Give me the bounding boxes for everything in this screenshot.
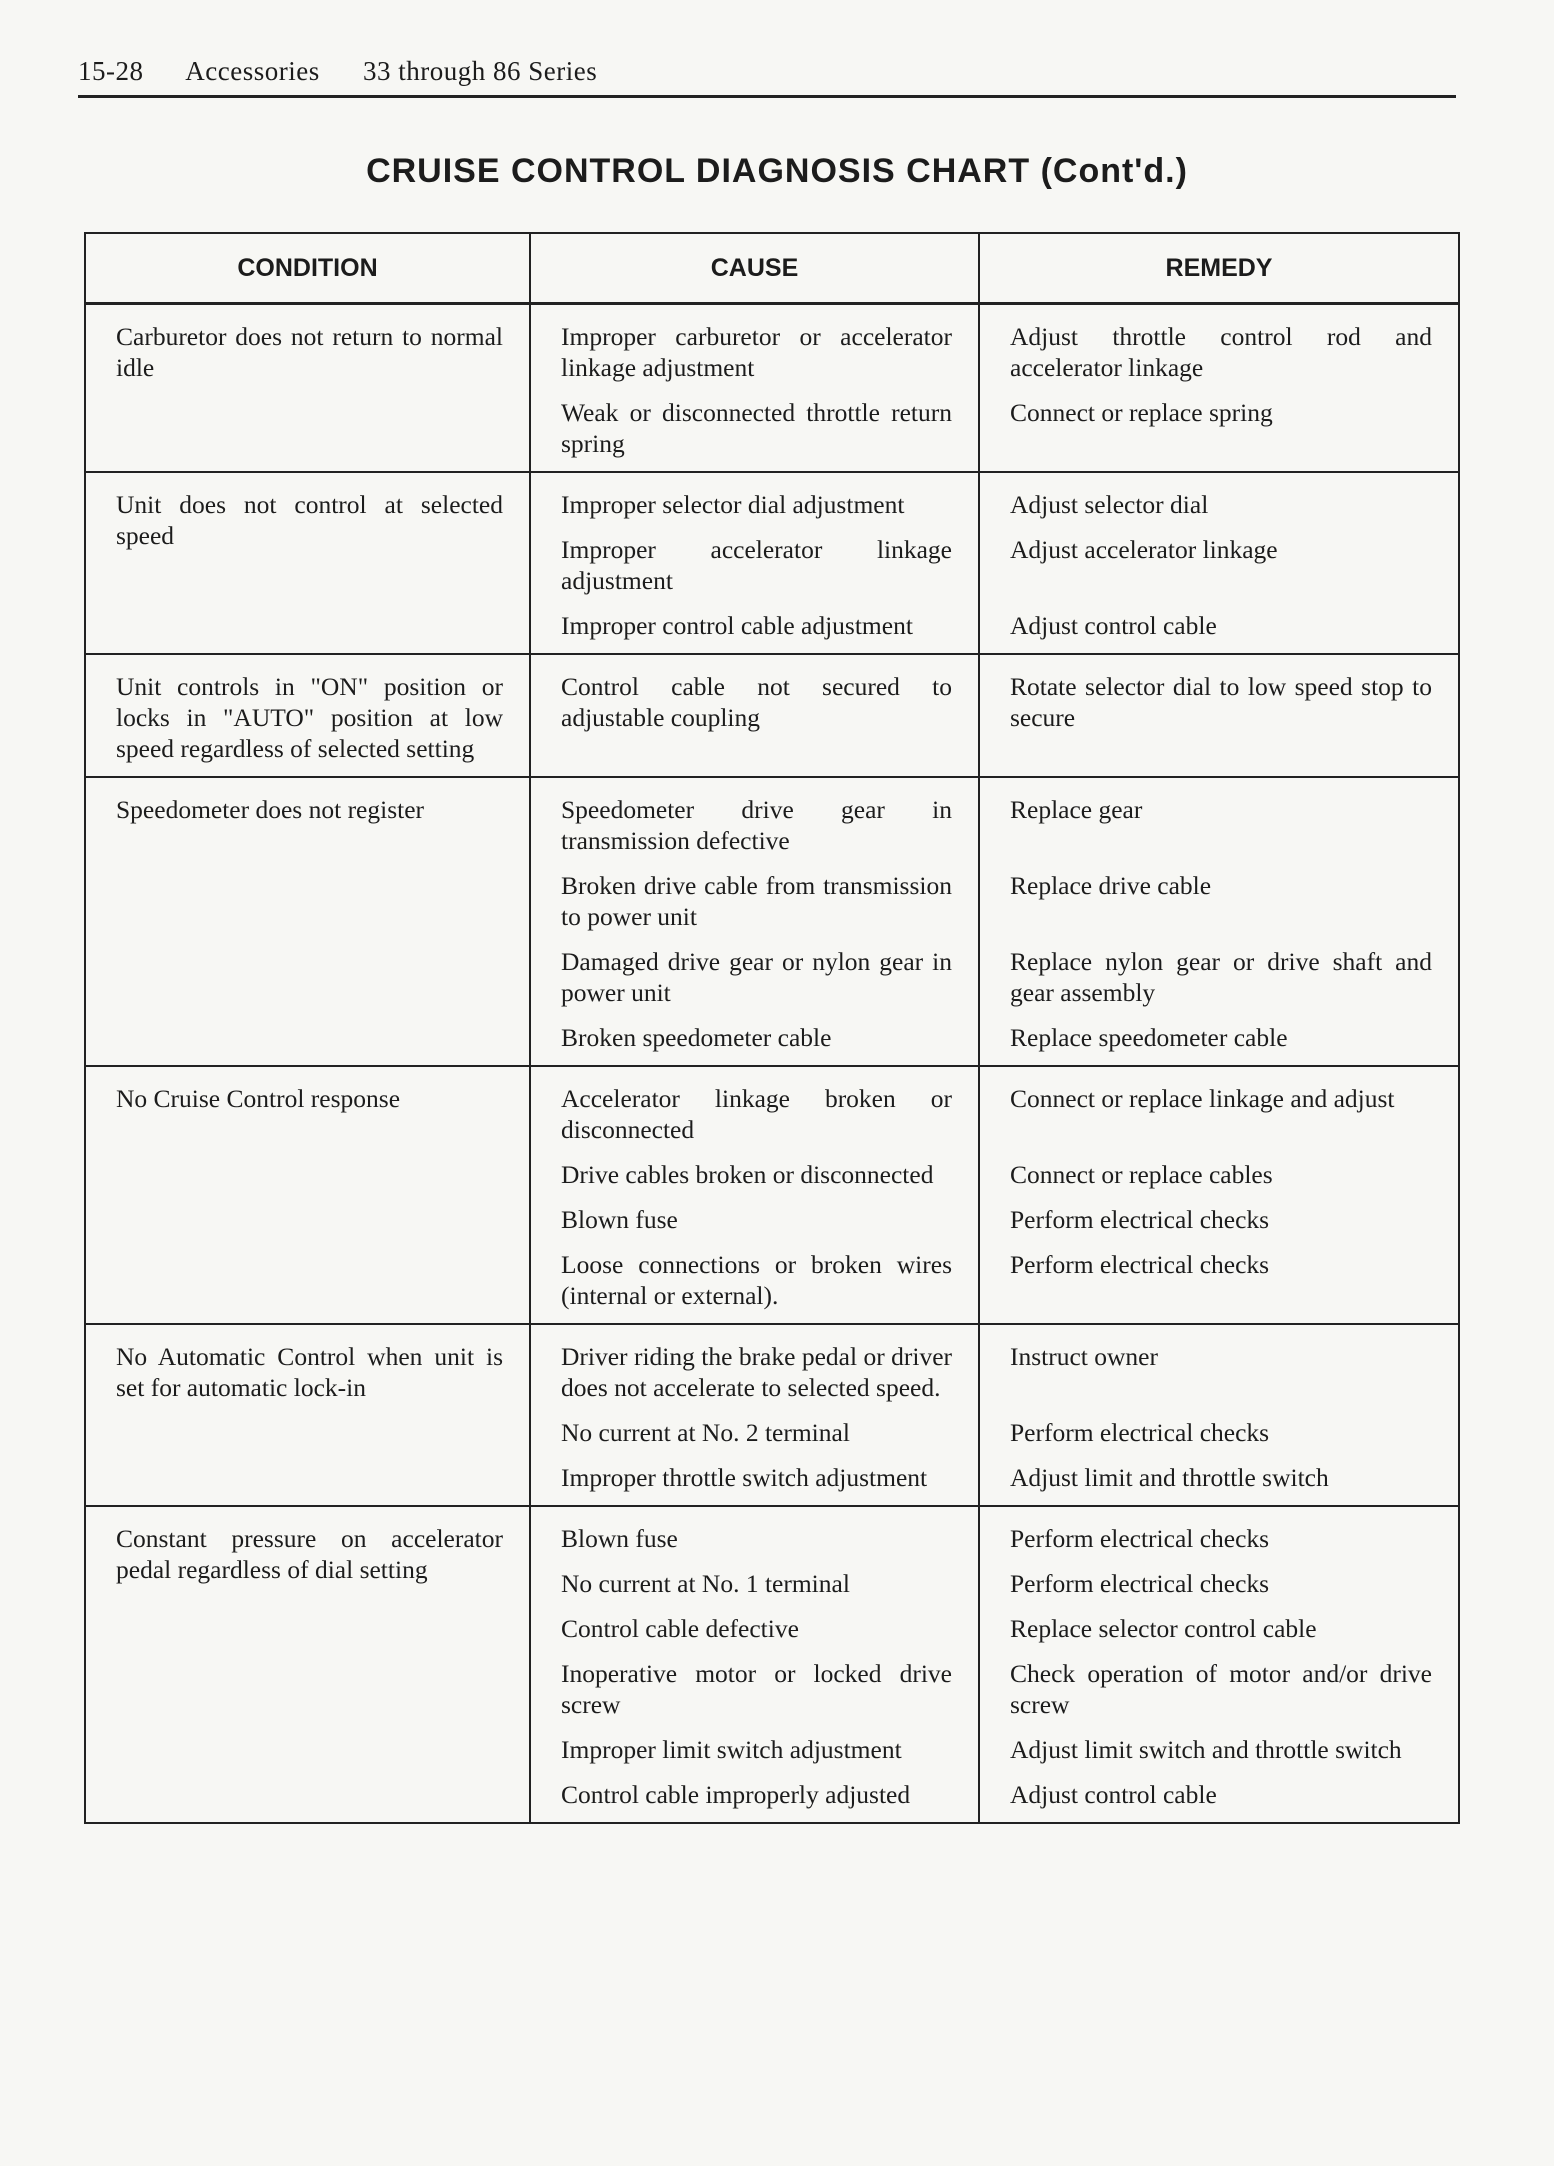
cause-item: Loose connections or broken wires (internal or external). [561,1250,952,1310]
table-row [85,304,1459,473]
condition-text: Unit controls in "ON" position or locks in "AUTO" position at low speed regardless of selected setting [116,672,503,763]
condition-cell [85,1324,530,1506]
condition-text: No Cruise Control response [116,1084,401,1113]
cause-item: No current at No. 1 terminal [561,1569,850,1598]
remedy-item: Rotate selector dial to low speed stop to secure [1010,672,1432,732]
cause-item: Drive cables broken or disconnected [561,1160,934,1189]
cause-cell [530,1506,979,1823]
table-header-row [85,233,1459,304]
condition-text: Constant pressure on accelerator pedal regardless of dial setting [116,1524,503,1584]
remedy-item: Adjust throttle control rod and accelerator linkage [1010,322,1432,382]
page-header [78,56,1456,98]
cause-item: Blown fuse [561,1205,678,1234]
table-body [85,304,1459,1824]
cause-item: Driver riding the brake pedal or driver does not accelerate to selected speed. [561,1342,952,1402]
condition-text: Unit does not control at selected speed [116,490,503,550]
remedy-item: Connect or replace cables [1010,1160,1273,1189]
remedy-cell [979,1324,1459,1506]
remedy-item: Perform electrical checks [1010,1418,1270,1447]
section-name: Accessories [185,56,320,86]
remedy-item: Adjust limit and throttle switch [1010,1463,1329,1492]
condition-cell [85,777,530,1066]
remedy-cell [979,654,1459,777]
condition-text: No Automatic Control when unit is set for automatic lock-in [116,1342,503,1402]
remedy-item: Replace selector control cable [1010,1614,1317,1643]
cause-item: Broken speedometer cable [561,1023,832,1052]
remedy-item: Perform electrical checks [1010,1205,1270,1234]
series-range: 33 through 86 Series [362,56,598,86]
remedy-item: Connect or replace spring [1010,398,1273,427]
cause-item: Control cable improperly adjusted [561,1780,911,1809]
diagnosis-table [84,232,1460,1824]
table-row [85,472,1459,654]
cause-cell [530,654,979,777]
cause-item: No current at No. 2 terminal [561,1418,850,1447]
cause-item: Improper carburetor or accelerator linkage adjustment [561,322,952,382]
condition-text: Carburetor does not return to normal idle [116,322,503,382]
cause-cell [530,304,979,473]
remedy-item: Perform electrical checks [1010,1569,1270,1598]
cause-item: Improper accelerator linkage adjustment [561,535,952,595]
condition-text: Speedometer does not register [116,795,425,824]
remedy-item: Adjust control cable [1010,611,1217,640]
cause-item: Speedometer drive gear in transmission defective [561,795,952,855]
remedy-cell [979,304,1459,473]
remedy-item: Perform electrical checks [1010,1524,1270,1553]
remedy-item: Replace drive cable [1010,871,1212,900]
column-header-cause: CAUSE [530,233,979,304]
cause-cell [530,777,979,1066]
condition-cell [85,304,530,473]
cause-item: Inoperative motor or locked drive screw [561,1659,952,1719]
table-row [85,1066,1459,1324]
cause-cell [530,472,979,654]
remedy-item: Adjust limit switch and throttle switch [1010,1735,1402,1764]
cause-item: Control cable not secured to adjustable coupling [561,672,952,732]
cause-item: Improper limit switch adjustment [561,1735,902,1764]
cause-item: Broken drive cable from transmission to power unit [561,871,952,931]
remedy-item: Replace nylon gear or drive shaft and gear assembly [1010,947,1432,1007]
cause-cell [530,1066,979,1324]
cause-item: Accelerator linkage broken or disconnected [561,1084,952,1144]
table-row [85,654,1459,777]
condition-cell [85,1066,530,1324]
cause-item: Improper control cable adjustment [561,611,913,640]
column-header-remedy: REMEDY [979,233,1459,304]
remedy-cell [979,1066,1459,1324]
page-title: CRUISE CONTROL DIAGNOSIS CHART (Cont'd.) [366,152,1188,190]
remedy-item: Check operation of motor and/or drive screw [1010,1659,1432,1719]
table-row [85,777,1459,1066]
table-row [85,1324,1459,1506]
remedy-item: Connect or replace linkage and adjust [1010,1084,1395,1113]
cause-item: Weak or disconnected throttle return spring [561,398,952,458]
remedy-item: Replace gear [1010,795,1143,824]
remedy-cell [979,472,1459,654]
page-number: 15-28 [78,56,144,86]
cause-item: Improper selector dial adjustment [561,490,905,519]
cause-item: Control cable defective [561,1614,799,1643]
condition-cell [85,654,530,777]
remedy-cell [979,777,1459,1066]
cause-item: Improper throttle switch adjustment [561,1463,928,1492]
condition-cell [85,1506,530,1823]
cause-cell [530,1324,979,1506]
condition-cell [85,472,530,654]
remedy-item: Adjust selector dial [1010,490,1209,519]
remedy-item: Instruct owner [1010,1342,1158,1371]
remedy-cell [979,1506,1459,1823]
remedy-item: Adjust control cable [1010,1780,1217,1809]
column-header-condition: CONDITION [85,233,530,304]
cause-item: Damaged drive gear or nylon gear in power unit [561,947,952,1007]
remedy-item: Adjust accelerator linkage [1010,535,1278,564]
cause-item: Blown fuse [561,1524,678,1553]
table-row [85,1506,1459,1823]
remedy-item: Perform electrical checks [1010,1250,1270,1279]
remedy-item: Replace speedometer cable [1010,1023,1288,1052]
